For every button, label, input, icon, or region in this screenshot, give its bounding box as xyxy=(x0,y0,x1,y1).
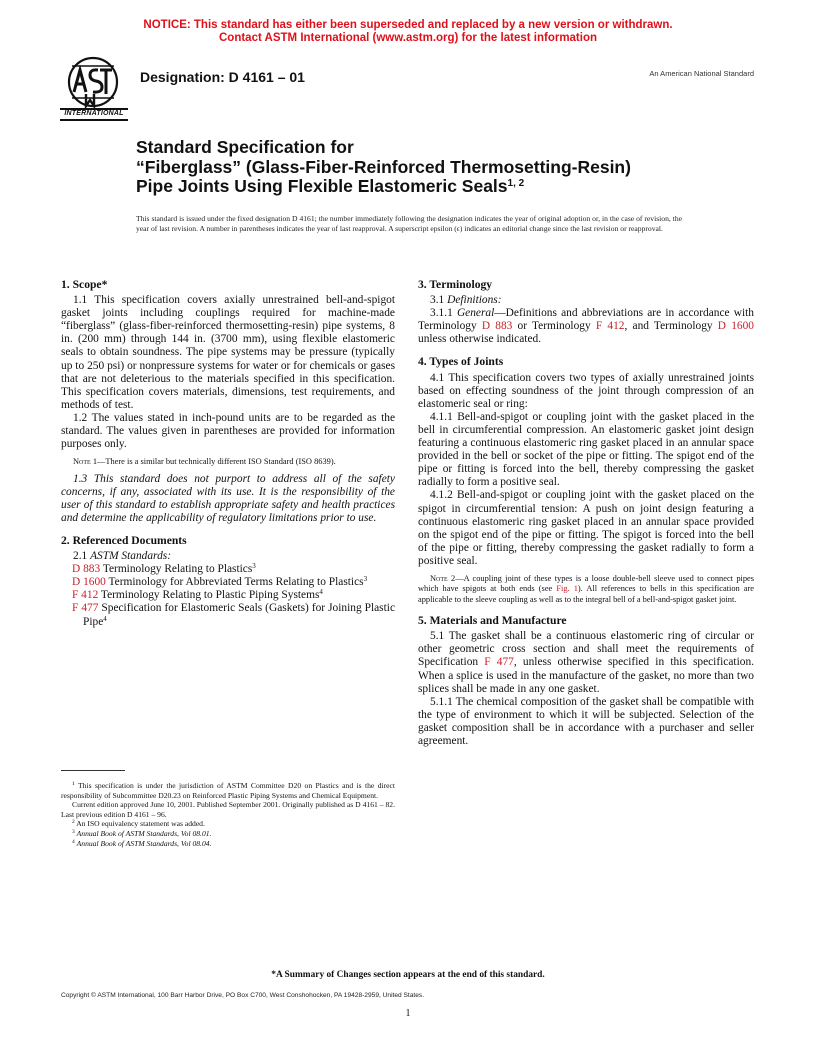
link-f477-inline[interactable]: F 477 xyxy=(484,656,514,669)
page-number: 1 xyxy=(405,1008,411,1019)
title-footnote-marks: 1, 2 xyxy=(507,178,525,189)
copyright-line: Copyright © ASTM International, 100 Barr Harbor Drive, PO Box C700, West Conshohocken, PA 19428-2959, United States. xyxy=(61,992,425,999)
paragraph-4-1-2: 4.1.2 Bell-and-spigot or coupling joint with the gasket placed on the spigot in circumferential tension: A push on joint design featuring a continuous elastomeric ring gasket placed in an annular space provided on the spigot end of the pipe or fitting. The spigot is forced into the bell of the pipe or fitting, thereby compressing the gasket radially to form a positive seal. xyxy=(418,489,754,567)
link-f412[interactable]: F 412 xyxy=(72,589,99,602)
footnote-4: $^4$ Annual Book of ASTM Standards, Vol 08.04. xyxy=(72,838,212,848)
paragraph-1-2: 1.2 The values stated in inch-pound units are to be regarded as the standard. The values given in parentheses are provided for information purposes only. xyxy=(61,411,395,451)
footnote-1b: Current edition approved June 10, 2001. Published September 2001. Originally published as D 4161 – 82. Last previous edition D 4161 – 96. xyxy=(61,800,395,819)
link-d883-inline[interactable]: D 883 xyxy=(481,320,513,333)
paragraph-4-1: 4.1 This specification covers two types of axially unrestrained joints based on effecting soundness of the joint through compression of an elastomeric seal or ring: xyxy=(418,371,754,410)
paragraph-3-1: 3.1 Definitions: xyxy=(430,294,502,307)
title-line-2: “Fiberglass” (Glass-Fiber-Reinforced Thermosetting-Resin) xyxy=(136,156,631,177)
left-column xyxy=(61,278,395,629)
footnote-3: $^3$ Annual Book of ASTM Standards, Vol 08.01. xyxy=(72,828,212,838)
logo-rule-bottom xyxy=(60,119,128,121)
ref-f412: F 412 Terminology Relating to Plastic Piping Systems$^4$ xyxy=(72,588,323,602)
withdrawal-notice xyxy=(0,19,816,44)
title-line-3: Pipe Joints Using Flexible Elastomeric Seals$^{1, 2}$ xyxy=(136,176,525,196)
paragraph-1-1: 1.1 This specification covers axially unrestrained bell-and-spigot gasket joints including couplings required for machine-made “fiberglass” (glass-fiber-reinforced thermosetting-resin) pipe systems, 8 in. (200 mm) through 144 in. (3700 mm), using flexible elastomeric seals to obtain soundness. The pipe systems may be pressure (typically up to 250 psi) or nonpressure systems for water or for chemicals or gases that are not deleterious to the materials specified in this specification. This specification covers materials, dimensions, test requirements, and methods of test. xyxy=(61,294,395,411)
footnote-1a: $^1$ This specification is under the jurisdiction of ASTM Committee D20 on Plastics and is the direct responsibility of Subcommittee D20.23 on Reinforced Plastic Piping Systems and Chemical Equipment. xyxy=(61,781,395,800)
section-heading-referenced-documents: 2. Referenced Documents xyxy=(61,534,187,547)
standard-issuance-note: This standard is issued under the fixed designation D 4161; the number immediately following the designation indicates the year of original adoption or, in the case of revision, the year of last revision. A number in parentheses indicates the year of last reapproval. A superscript epsilon (ϵ) indicates an editorial change since the last revision or reapproval. xyxy=(136,214,682,233)
note-2: Note 2—A coupling joint of these types is a loose double-bell sleeve used to connect pipes which have spigots at both ends (see Fig. 1). All references to bells in this specification are applicable to the sleeve coupling as well as to the integral bell of a bell-and-spigot gasket joint. xyxy=(418,573,755,604)
footnote-2: $^2$ An ISO equivalency statement was added. xyxy=(72,819,205,829)
summary-of-changes-note: *A Summary of Changes section appears at the end of this standard. xyxy=(271,970,545,980)
link-fig-1[interactable]: Fig. 1 xyxy=(556,584,578,594)
link-d1600[interactable]: D 1600 xyxy=(72,576,106,589)
link-f477[interactable]: F 477 xyxy=(72,602,99,615)
ref-d1600: D 1600 Terminology for Abbreviated Terms Relating to Plastics$^3$ xyxy=(72,575,368,589)
document-title xyxy=(136,138,736,197)
title-line-1: Standard Specification for xyxy=(136,137,354,157)
paragraph-5-1-1: 5.1.1 The chemical composition of the gasket shall be compatible with the type of environment to which it will be subjected. Selection of the gasket composition shall be in accordance with a purchaser and seller agreement. xyxy=(418,695,754,748)
section-heading-materials: 5. Materials and Manufacture xyxy=(418,614,567,628)
section-heading-types-of-joints: 4. Types of Joints xyxy=(418,355,504,369)
link-d1600-inline[interactable]: D 1600 xyxy=(717,320,754,333)
footnotes xyxy=(61,781,395,848)
paragraph-3-1-1: 3.1.1 General—Definitions and abbreviations are in accordance with Terminology D 883 or Terminology F 412, and Terminology D 1600 unless otherwise indicated. xyxy=(418,307,754,346)
paragraph-4-1-1: 4.1.1 Bell-and-spigot or coupling joint with the gasket placed in the bell in circumferential compression. An elastomeric gasket joint design featuring a continuous elastomeric ring gasket placed in an annular space provided in the bell or socket of the pipe or fitting. The spigot end of the pipe or fitting is forced into the bell, thereby compressing the gasket radially to form a positive seal. xyxy=(418,410,754,489)
link-d883[interactable]: D 883 xyxy=(72,563,101,576)
right-column xyxy=(418,278,754,748)
paragraph-2-1: 2.1 ASTM Standards: xyxy=(73,550,171,563)
logo-international-text: INTERNATIONAL xyxy=(64,110,124,117)
footnote-divider xyxy=(61,770,125,771)
note-1: Note 1—There is a similar but technically different ISO Standard (ISO 8639). xyxy=(73,457,336,467)
notice-line-1: NOTICE: This standard has either been superseded and replaced by a new version or withdrawn. xyxy=(143,19,673,31)
designation: Designation: D 4161 – 01 xyxy=(140,69,305,85)
section-heading-terminology: 3. Terminology xyxy=(418,278,493,291)
notice-line-2: Contact ASTM International (www.astm.org) for the latest information xyxy=(218,31,598,44)
paragraph-1-3: 1.3 This standard does not purport to address all of the safety concerns, if any, associated with its use. It is the responsibility of the user of this standard to establish appropriate safety and health practices and determine the applicability of regulatory limitations prior to use. xyxy=(61,472,395,524)
section-heading-scope: 1. Scope* xyxy=(61,278,108,291)
american-national-standard-label: An American National Standard xyxy=(649,69,754,78)
ref-d883: D 883 Terminology Relating to Plastics$^3$ xyxy=(72,562,256,576)
paragraph-5-1: 5.1 The gasket shall be a continuous elastomeric ring of circular or other geometric cross section and shall meet the requirements of Specification F 477, unless otherwise specified in this specification. When a splice is used in the manufacture of the gasket, no more than two splices shall be made in any one gasket. xyxy=(418,630,754,695)
link-f412-inline[interactable]: F 412 xyxy=(595,320,625,333)
ref-f477: F 477 Specification for Elastomeric Seals (Gaskets) for Joining Plastic Pipe$^4$ xyxy=(72,602,395,628)
